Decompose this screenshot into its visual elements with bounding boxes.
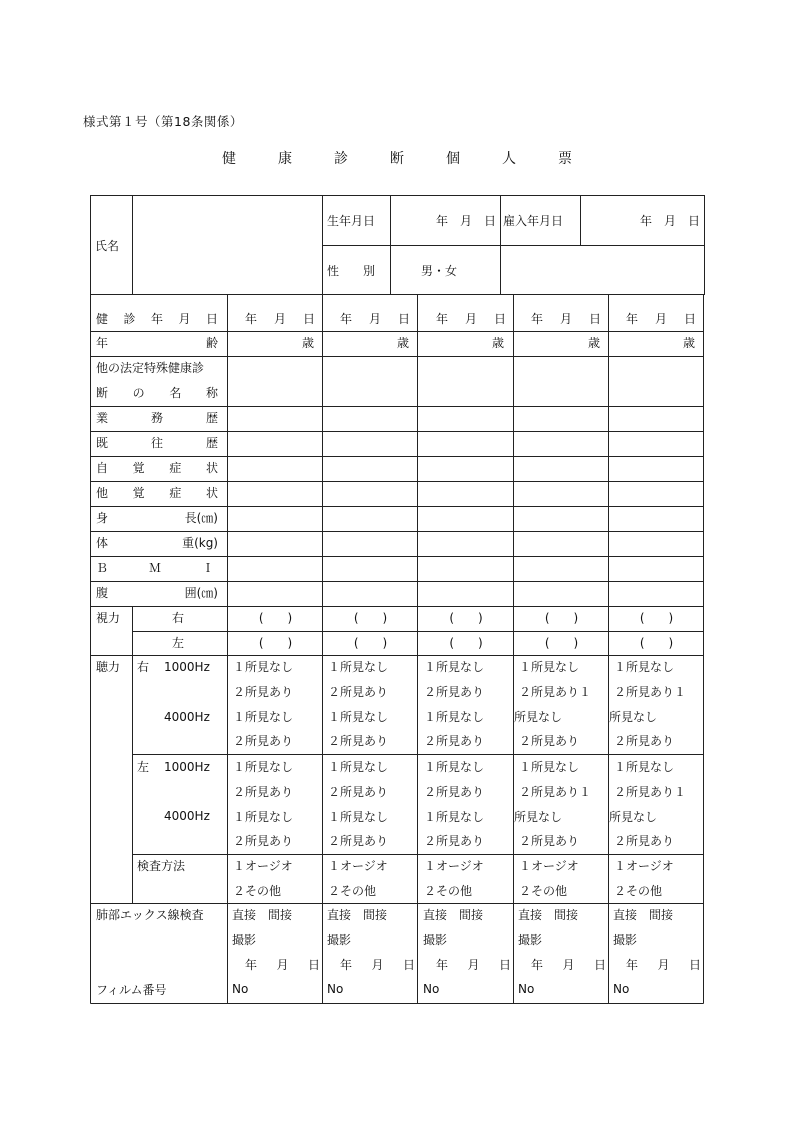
hearing-option: １所見なし [519,760,580,774]
hearing-col-2[interactable] [328,655,388,754]
method-col-4[interactable] [519,854,579,904]
blank-cell [501,246,705,295]
exam-date-char: 日 [205,312,218,326]
xray-date [232,953,320,978]
hearing-option: ２所見あり１ [519,684,592,699]
method-option: １オージオ [328,859,388,873]
work-history-label [96,406,218,431]
exam-date-label [96,307,218,332]
hearing-label: 聴力 [96,660,121,674]
objective-symptoms-label [96,481,218,506]
xray-col-2[interactable] [327,903,415,1002]
method-col-1[interactable] [233,854,293,904]
hearing-option: ２所見あり [328,834,389,849]
hearing-option: ２所見あり [424,784,485,799]
xray-photo: 撮影 [518,932,543,947]
title-char: 診 [334,151,348,167]
hearing-option: １所見なし [424,660,485,674]
exam-date-5[interactable] [626,307,696,332]
hearing-right-label: 右 [137,660,150,674]
title-char: 票 [558,151,572,167]
hearing-option: １所見なし [424,809,485,824]
age-unit[interactable]: 歳 [396,336,409,350]
label-char: 状 [205,486,218,500]
hearing-option: 所見なし [514,809,563,824]
vision-left-3[interactable]: ( ) [449,636,483,650]
label-char: 歴 [205,436,218,450]
vision-right-3[interactable]: ( ) [449,611,483,625]
hearing-left-col-5[interactable] [609,755,687,854]
hearing-option: ２所見あり１ [519,784,592,799]
hearing-option: ２所見あり [424,684,485,699]
other-exam-label-1: 他の法定特殊健康診 [96,361,205,375]
xray-date [518,953,606,978]
label-char: 称 [205,386,218,400]
hearing-left-col-4[interactable] [514,755,592,854]
subjective-symptoms-label [96,456,218,481]
method-col-3[interactable] [424,854,484,904]
year-text: 年 [340,957,353,972]
entry-label: 雇入年月日 [503,214,564,228]
exam-date-3[interactable] [436,307,506,332]
birth-label-cell [323,196,391,246]
label-char: 自 [96,461,109,475]
label-char: 腹 [96,586,109,600]
xray-col-5[interactable] [613,903,701,1002]
label-char: Ｂ [96,561,109,575]
month-text: 月 [273,312,286,326]
label-char: 囲(㎝) [184,586,218,600]
freq-4000-left: 4000Hz [164,809,210,823]
month-text: 月 [371,957,384,972]
month-text: 月 [562,957,575,972]
title-char: 個 [446,151,460,167]
day-text: 日 [593,957,606,972]
vision-left-5[interactable]: ( ) [639,636,674,650]
freq-1000-left: 1000Hz [164,760,210,774]
film-no: No [327,982,344,997]
year-text: 年 [436,957,449,972]
vision-right-2[interactable]: ( ) [353,611,388,625]
form-number: 様式第１号（第18条関係） [83,114,243,129]
exam-date-char: 年 [150,312,163,326]
waist-label [96,581,218,606]
other-exam-label-2 [96,381,218,406]
title-char: 断 [390,151,404,167]
exam-date-char: 診 [123,312,136,326]
month-text: 月 [276,957,289,972]
label-char: 長(㎝) [184,511,218,525]
day-text: 日 [688,957,701,972]
film-no: No [613,982,630,997]
hearing-left-col-1[interactable] [233,755,293,854]
year-text: 年 [626,957,639,972]
xray-photo: 撮影 [232,932,257,947]
freq-1000-right: 1000Hz [164,660,210,674]
xray-col-4[interactable] [518,903,606,1002]
height-label [96,506,218,531]
vision-left-label: 左 [172,636,185,650]
film-no: No [518,982,535,997]
method-option: ２その他 [233,883,282,898]
day-text: 日 [397,312,410,326]
label-char: 状 [205,461,218,475]
hearing-option: 所見なし [609,809,658,824]
xray-col-1[interactable] [232,903,320,1002]
age-label [96,331,218,356]
month-text: 月 [368,312,381,326]
label-char: 覚 [132,461,145,475]
title-char: 健 [222,151,236,167]
birth-date-placeholder: 年 月 日 [435,214,496,228]
age-unit[interactable]: 歳 [587,336,600,350]
hearing-option: １所見なし [614,760,675,774]
vision-right-4[interactable]: ( ) [544,611,579,625]
hearing-left-label: 左 [137,760,150,774]
hearing-option: １所見なし [519,660,580,674]
age-unit[interactable]: 歳 [491,336,504,350]
hearing-option: ２所見あり [614,834,675,849]
xray-type: 直接 間接 [518,908,579,922]
hearing-option: ２所見あり [233,684,294,699]
year-text: 年 [245,312,258,326]
day-text: 日 [493,312,506,326]
hearing-option: ２所見あり [328,684,389,699]
hearing-option: １所見なし [328,809,389,824]
method-col-2[interactable] [328,854,388,904]
age-unit[interactable]: 歳 [682,336,695,350]
hearing-option: ２所見あり [233,834,294,849]
method-label: 検査方法 [137,859,186,873]
year-text: 年 [340,312,353,326]
vision-label: 視力 [96,611,121,625]
vision-left-4[interactable]: ( ) [544,636,579,650]
method-option: １オージオ [233,859,293,873]
film-no: No [232,982,249,997]
freq-4000-right: 4000Hz [164,710,210,724]
age-unit[interactable]: 歳 [301,336,314,350]
month-text: 月 [654,312,667,326]
sex-options: 男・女 [421,263,458,278]
hearing-option: ２所見あり１ [614,684,687,699]
label-char: 体 [96,536,109,550]
hearing-option: ２所見あり [233,784,294,799]
hearing-option: ２所見あり [614,734,675,749]
xray-col-3[interactable] [423,903,511,1002]
xray-type: 直接 間接 [327,908,388,922]
xray-type: 直接 間接 [232,908,293,922]
day-text: 日 [683,312,696,326]
label-char: 務 [150,411,163,425]
hearing-option: １所見なし [424,760,485,774]
exam-date-1[interactable] [245,307,315,332]
vision-right-1[interactable]: ( ) [258,611,293,625]
birth-label: 生年月日 [327,214,376,228]
hearing-option: １所見なし [233,760,294,774]
method-option: １オージオ [424,859,484,873]
xray-date [423,953,511,978]
name-label-cell [91,196,133,295]
hearing-col-5[interactable] [609,655,687,754]
hearing-option: １所見なし [424,709,485,724]
day-text: 日 [402,957,415,972]
entry-label-cell [501,196,581,246]
sex-cell[interactable] [391,246,501,295]
hearing-option: １所見なし [233,809,294,824]
label-char: 往 [150,436,163,450]
name-label: 氏名 [95,238,120,253]
day-text: 日 [307,957,320,972]
year-text: 年 [245,957,258,972]
xray-photo: 撮影 [327,932,352,947]
hearing-left-col-3[interactable] [424,755,484,854]
age-char: 齢 [205,336,218,350]
method-option: ２その他 [328,883,377,898]
document-title [0,148,794,168]
exam-date-2[interactable] [340,307,410,332]
label-char: 重(kg) [182,536,218,550]
method-col-5[interactable] [614,854,674,904]
method-option: ２その他 [614,883,663,898]
vision-right-label: 右 [172,611,185,625]
hearing-option: ２所見あり [519,834,580,849]
hearing-option: １所見なし [328,660,389,674]
day-text: 日 [588,312,601,326]
label-char: の [132,386,145,400]
bmi-label [96,556,214,581]
hearing-option: ２所見あり [328,734,389,749]
hearing-left-col-2[interactable] [328,755,388,854]
label-char: 業 [96,411,109,425]
hearing-option: １所見なし [233,660,294,674]
label-char: 症 [169,486,182,500]
day-text: 日 [498,957,511,972]
label-char: 他 [96,486,109,500]
label-char: 身 [96,511,109,525]
exam-date-4[interactable] [531,307,601,332]
label-char: Ｉ [201,561,214,575]
past-history-label [96,431,218,456]
vision-left-2[interactable]: ( ) [353,636,388,650]
year-text: 年 [436,312,449,326]
hearing-option: 所見なし [514,709,563,724]
header-table [90,195,705,295]
hearing-option: １所見なし [328,760,389,774]
hearing-option: ２所見あり [519,734,580,749]
age-char: 年 [96,336,109,350]
hearing-col-3[interactable] [424,655,484,754]
header-block [90,195,704,295]
year-text: 年 [531,957,544,972]
label-char: 歴 [205,411,218,425]
label-char: 既 [96,436,109,450]
birth-date-cell[interactable] [391,196,501,246]
sex-label-cell [323,246,391,295]
hearing-option: ２所見あり [424,734,485,749]
hearing-option: 所見なし [609,709,658,724]
entry-date-placeholder: 年 月 日 [639,214,700,228]
vision-left-1[interactable]: ( ) [258,636,293,650]
hearing-col-1[interactable] [233,655,293,754]
xray-type: 直接 間接 [613,908,674,922]
title-char: 人 [502,151,516,167]
hearing-option: ２所見あり [328,784,389,799]
hearing-option: １所見なし [614,660,675,674]
xray-date [613,953,701,978]
method-option: ２その他 [519,883,568,898]
month-text: 月 [559,312,572,326]
name-input-cell[interactable] [133,196,323,295]
sex-label: 性 別 [327,263,376,278]
xray-photo: 撮影 [423,932,448,947]
label-char: 名 [169,386,182,400]
month-text: 月 [464,312,477,326]
label-char: 症 [169,461,182,475]
method-option: １オージオ [614,859,674,873]
film-number-label: フィルム番号 [96,983,167,997]
entry-date-cell[interactable] [581,196,705,246]
hearing-option: １所見なし [233,709,294,724]
month-text: 月 [657,957,670,972]
title-char: 康 [278,151,292,167]
vision-right-5[interactable]: ( ) [639,611,674,625]
exam-date-char: 月 [178,312,191,326]
weight-label [96,531,218,556]
method-option: ２その他 [424,883,473,898]
xray-label: 肺部エックス線検査 [96,908,204,922]
label-char: 断 [96,386,109,400]
hearing-option: ２所見あり [424,834,485,849]
film-no: No [423,982,440,997]
day-text: 日 [302,312,315,326]
hearing-col-4[interactable] [514,655,592,754]
hearing-option: １所見なし [328,709,389,724]
year-text: 年 [531,312,544,326]
hearing-option: ２所見あり１ [614,784,687,799]
exam-date-char: 健 [96,312,109,326]
hearing-option: ２所見あり [233,734,294,749]
xray-type: 直接 間接 [423,908,484,922]
method-option: １オージオ [519,859,579,873]
label-char: Ｍ [148,561,161,575]
month-text: 月 [467,957,480,972]
exam-record-grid [90,294,704,1004]
year-text: 年 [626,312,639,326]
xray-date [327,953,415,978]
label-char: 覚 [132,486,145,500]
xray-photo: 撮影 [613,932,638,947]
